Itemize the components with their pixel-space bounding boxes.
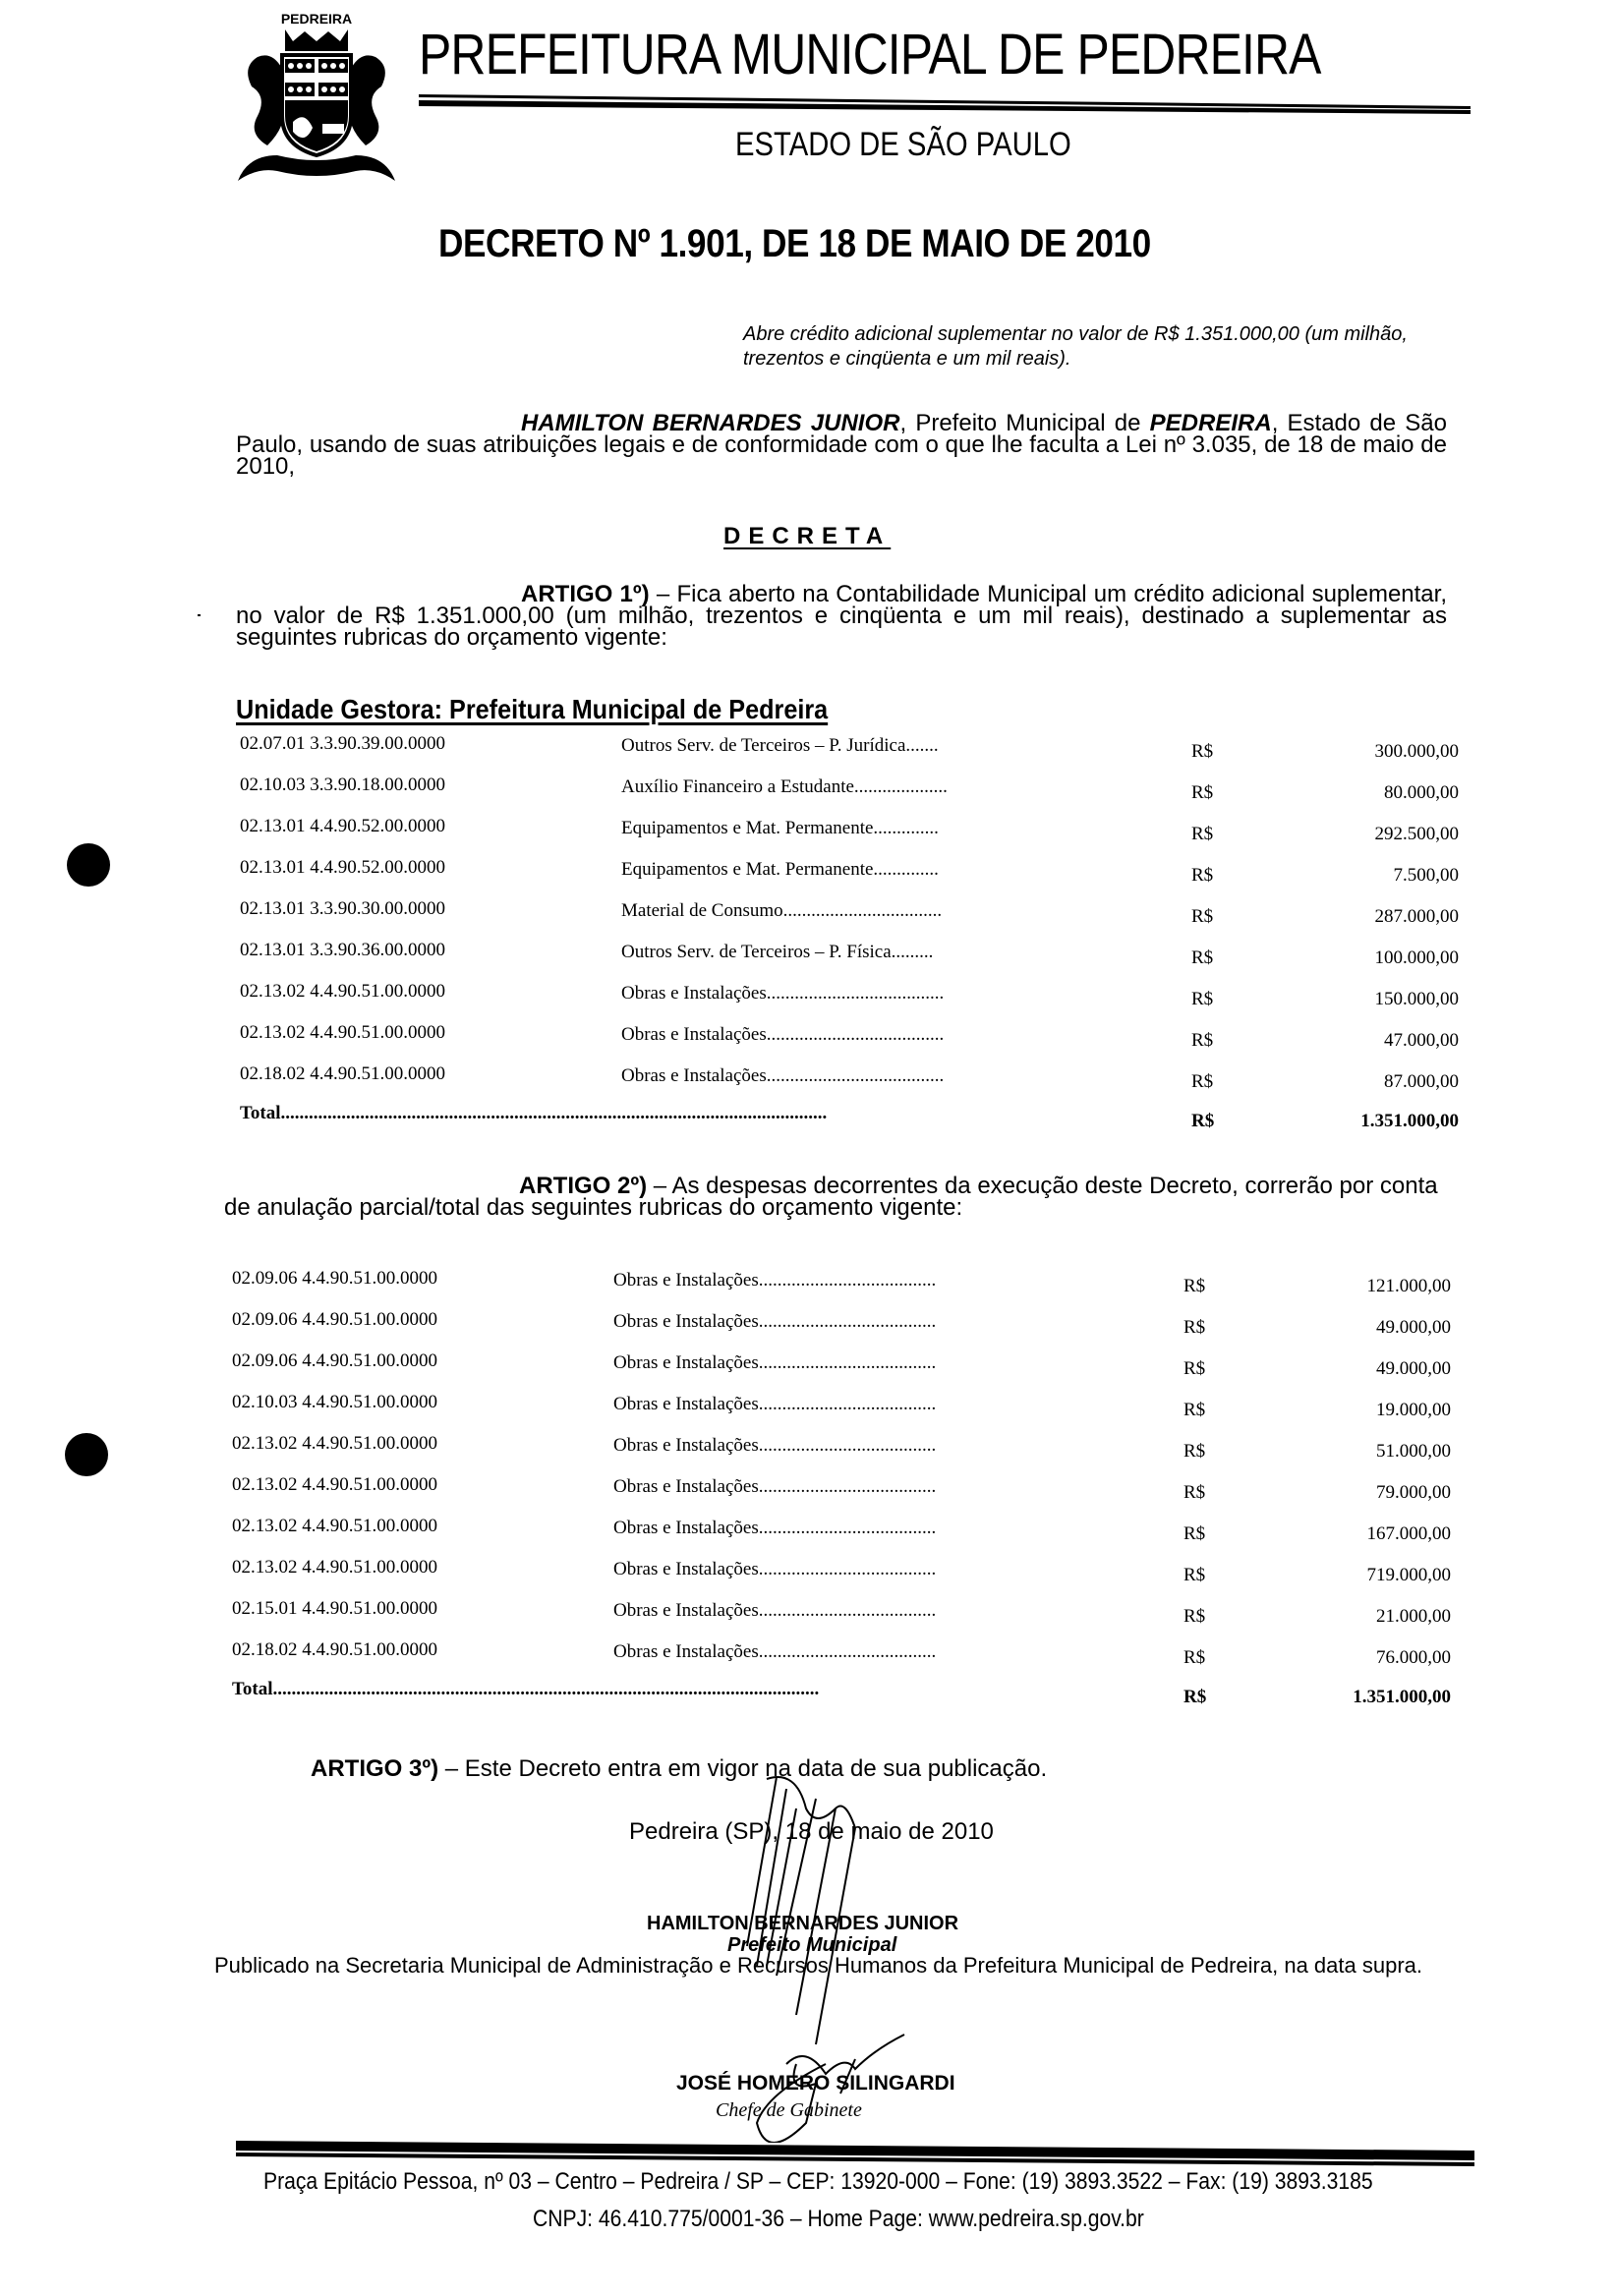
expense-description: Obras e Instalações...................................... (613, 1559, 937, 1579)
currency: R$ (1183, 1606, 1206, 1627)
budget-code: 02.13.01 3.3.90.30.00.0000 (240, 898, 445, 919)
expense-description: Obras e Instalações...................................... (613, 1311, 937, 1332)
total-amount: 1.351.000,00 (1360, 1111, 1459, 1131)
amount: 19.000,00 (1376, 1400, 1451, 1420)
budget-code: 02.13.01 4.4.90.52.00.0000 (240, 816, 445, 836)
amount: 150.000,00 (1374, 989, 1459, 1009)
expense-description: Obras e Instalações...................................... (621, 1065, 945, 1086)
currency: R$ (1191, 824, 1214, 844)
currency: R$ (1183, 1276, 1206, 1296)
table-row (240, 981, 1459, 1010)
table-row (240, 1063, 1459, 1093)
decree-title: DECRETO Nº 1.901, DE 18 DE MAIO DE 2010 (438, 222, 1151, 265)
publication-note: Publicado na Secretaria Municipal de Administração e Recursos Humanos da Prefeitura Municipal de Pedreira, na data supra. (214, 1953, 1423, 1978)
budget-code: 02.15.01 4.4.90.51.00.0000 (232, 1598, 437, 1619)
amount: 719.000,00 (1366, 1565, 1451, 1585)
amount: 167.000,00 (1366, 1523, 1451, 1544)
amount: 79.000,00 (1376, 1482, 1451, 1503)
currency: R$ (1191, 865, 1214, 886)
budget-code: 02.13.02 4.4.90.51.00.0000 (232, 1474, 437, 1495)
budget-code: 02.13.01 4.4.90.52.00.0000 (240, 857, 445, 878)
mayor-signature-name: HAMILTON BERNARDES JUNIOR (647, 1913, 959, 1934)
table-row (232, 1309, 1451, 1339)
expense-description: Obras e Instalações...................................... (613, 1394, 937, 1414)
currency: R$ (1191, 741, 1214, 762)
currency: R$ (1183, 1647, 1206, 1668)
budget-code: 02.13.01 3.3.90.36.00.0000 (240, 940, 445, 960)
table-row (232, 1557, 1451, 1586)
article-2-text: – As despesas decorrentes da execução deste Decreto, correrão por conta de anulação parcial/total das seguintes rubricas do orçamento vigente: (224, 1173, 1438, 1221)
expense-description: Obras e Instalações...................................... (621, 983, 945, 1004)
chief-of-staff-name: JOSÉ HOMERO SILINGARDI (676, 2072, 955, 2095)
total-label: Total..................................................................................................................... (232, 1679, 820, 1699)
footer-divider (236, 2141, 1474, 2170)
preamble-text: , Prefeito Municipal de (899, 410, 1150, 436)
expense-description: Obras e Instalações...................................... (621, 1024, 945, 1045)
budget-code: 02.09.06 4.4.90.51.00.0000 (232, 1268, 437, 1289)
budget-code: 02.13.02 4.4.90.51.00.0000 (232, 1516, 437, 1536)
currency: R$ (1191, 782, 1214, 803)
state-subtitle: ESTADO DE SÃO PAULO (735, 126, 1071, 163)
currency: R$ (1183, 1565, 1206, 1585)
expense-description: Obras e Instalações...................................... (613, 1352, 937, 1373)
expense-description: Obras e Instalações...................................... (613, 1518, 937, 1538)
currency: R$ (1183, 1482, 1206, 1503)
table-row (240, 733, 1459, 763)
city-name: PEDREIRA (1149, 410, 1272, 436)
amount: 300.000,00 (1374, 741, 1459, 762)
table-row (232, 1350, 1451, 1380)
amount: 49.000,00 (1376, 1358, 1451, 1379)
article-3-label: ARTIGO 3º) (311, 1755, 439, 1782)
budget-code: 02.13.02 4.4.90.51.00.0000 (232, 1433, 437, 1454)
expense-description: Obras e Instalações...................................... (613, 1435, 937, 1456)
currency: R$ (1191, 1111, 1215, 1131)
amount: 47.000,00 (1384, 1030, 1459, 1051)
header-divider (419, 94, 1471, 114)
decreta-heading: DECRETA (723, 523, 892, 549)
currency: R$ (1183, 1400, 1206, 1420)
currency: R$ (1183, 1441, 1206, 1462)
currency: R$ (1191, 947, 1214, 968)
amount: 80.000,00 (1384, 782, 1459, 803)
amount: 7.500,00 (1393, 865, 1459, 886)
table-row (232, 1516, 1451, 1545)
managing-unit-title: Unidade Gestora: Prefeitura Municipal de Pedreira (236, 694, 829, 724)
currency: R$ (1183, 1687, 1207, 1707)
punch-hole (67, 843, 110, 887)
currency: R$ (1191, 989, 1214, 1009)
scan-speck (198, 614, 201, 616)
total-label: Total..................................................................................................................... (240, 1103, 828, 1123)
expense-description: Auxílio Financeiro a Estudante.................... (621, 776, 948, 797)
expense-description: Equipamentos e Mat. Permanente.............. (621, 859, 939, 880)
amount: 49.000,00 (1376, 1317, 1451, 1338)
budget-code: 02.18.02 4.4.90.51.00.0000 (232, 1639, 437, 1660)
decree-summary: Abre crédito adicional suplementar no valor de R$ 1.351.000,00 (um milhão, trezentos e cinqüenta e um mil reais). (743, 323, 1408, 370)
table-row (240, 898, 1459, 928)
article-2 (224, 1173, 1439, 1221)
expense-description: Obras e Instalações...................................... (613, 1476, 937, 1497)
expense-description: Obras e Instalações...................................... (613, 1641, 937, 1662)
coat-of-arms-icon (228, 8, 405, 181)
table-total-row (240, 1103, 1459, 1132)
budget-code: 02.07.01 3.3.90.39.00.0000 (240, 733, 445, 754)
article-1-text: – Fica aberto na Contabilidade Municipal um crédito adicional suplementar, no valor de R$ 1.351.000,00 (um milhão, trezentos e cinqüenta e um mil reais), destinado a suplementar as seguintes rubricas do orçamento vigente: (236, 581, 1447, 651)
table-row (232, 1433, 1451, 1463)
punch-hole (65, 1433, 108, 1476)
article-1-label: ARTIGO 1º) (521, 581, 650, 607)
table-row (232, 1474, 1451, 1504)
budget-code: 02.09.06 4.4.90.51.00.0000 (232, 1350, 437, 1371)
chief-of-staff-role: Chefe de Gabinete (716, 2099, 862, 2121)
table-row (232, 1639, 1451, 1669)
table-row (232, 1598, 1451, 1628)
expense-description: Obras e Instalações...................................... (613, 1270, 937, 1291)
currency: R$ (1183, 1523, 1206, 1544)
currency: R$ (1191, 906, 1214, 927)
article-3 (311, 1755, 1047, 1783)
amount: 121.000,00 (1366, 1276, 1451, 1296)
place-and-date: Pedreira (SP), 18 de maio de 2010 (629, 1818, 994, 1845)
svg-text:PEDREIRA: PEDREIRA (280, 11, 353, 27)
budget-code: 02.10.03 3.3.90.18.00.0000 (240, 775, 445, 795)
expense-description: Obras e Instalações...................................... (613, 1600, 937, 1621)
mayor-signature-role: Prefeito Municipal (727, 1934, 897, 1956)
table-row (240, 775, 1459, 804)
amount: 287.000,00 (1374, 906, 1459, 927)
amount: 51.000,00 (1376, 1441, 1451, 1462)
table-row (232, 1268, 1451, 1297)
currency: R$ (1183, 1358, 1206, 1379)
article-2-label: ARTIGO 2º) (519, 1173, 648, 1199)
budget-code: 02.13.02 4.4.90.51.00.0000 (240, 1022, 445, 1043)
article-3-text: – Este Decreto entra em vigor na data de sua publicação. (438, 1755, 1048, 1782)
table-row (240, 857, 1459, 887)
mayor-name: HAMILTON BERNARDES JUNIOR (521, 410, 900, 436)
article-1 (236, 581, 1447, 651)
footer-cnpj-homepage: CNPJ: 46.410.775/0001-36 – Home Page: www.pedreira.sp.gov.br (533, 2206, 1144, 2232)
expense-description: Material de Consumo.................................. (621, 900, 943, 921)
table-row (240, 816, 1459, 845)
budget-code: 02.13.02 4.4.90.51.00.0000 (232, 1557, 437, 1578)
currency: R$ (1191, 1071, 1214, 1092)
budget-code: 02.18.02 4.4.90.51.00.0000 (240, 1063, 445, 1084)
table-total-row (232, 1679, 1451, 1708)
budget-code: 02.13.02 4.4.90.51.00.0000 (240, 981, 445, 1002)
amount: 76.000,00 (1376, 1647, 1451, 1668)
table-row (240, 1022, 1459, 1052)
table-row (240, 940, 1459, 969)
preamble (236, 410, 1448, 480)
amount: 21.000,00 (1376, 1606, 1451, 1627)
expense-description: Outros Serv. de Terceiros – P. Física......... (621, 942, 934, 962)
table-row (232, 1392, 1451, 1421)
expense-description: Outros Serv. de Terceiros – P. Jurídica....... (621, 735, 939, 756)
budget-code: 02.10.03 4.4.90.51.00.0000 (232, 1392, 437, 1412)
amount: 292.500,00 (1374, 824, 1459, 844)
preamble-text: , Estado de São Paulo, usando de suas atribuições legais e de conformidade com o que lhe faculta a Lei nº 3.035, de 18 de maio de 2010, (236, 410, 1448, 480)
amount: 87.000,00 (1384, 1071, 1459, 1092)
footer-address: Praça Epitácio Pessoa, nº 03 – Centro – Pedreira / SP – CEP: 13920-000 – Fone: (19) 3893.3522 – Fax: (19) 3893.3185 (263, 2168, 1373, 2195)
organization-title: PREFEITURA MUNICIPAL DE PEDREIRA (419, 23, 1321, 86)
currency: R$ (1191, 1030, 1214, 1051)
budget-code: 02.09.06 4.4.90.51.00.0000 (232, 1309, 437, 1330)
expense-description: Equipamentos e Mat. Permanente.............. (621, 818, 939, 838)
amount: 100.000,00 (1374, 947, 1459, 968)
currency: R$ (1183, 1317, 1206, 1338)
total-amount: 1.351.000,00 (1353, 1687, 1451, 1707)
